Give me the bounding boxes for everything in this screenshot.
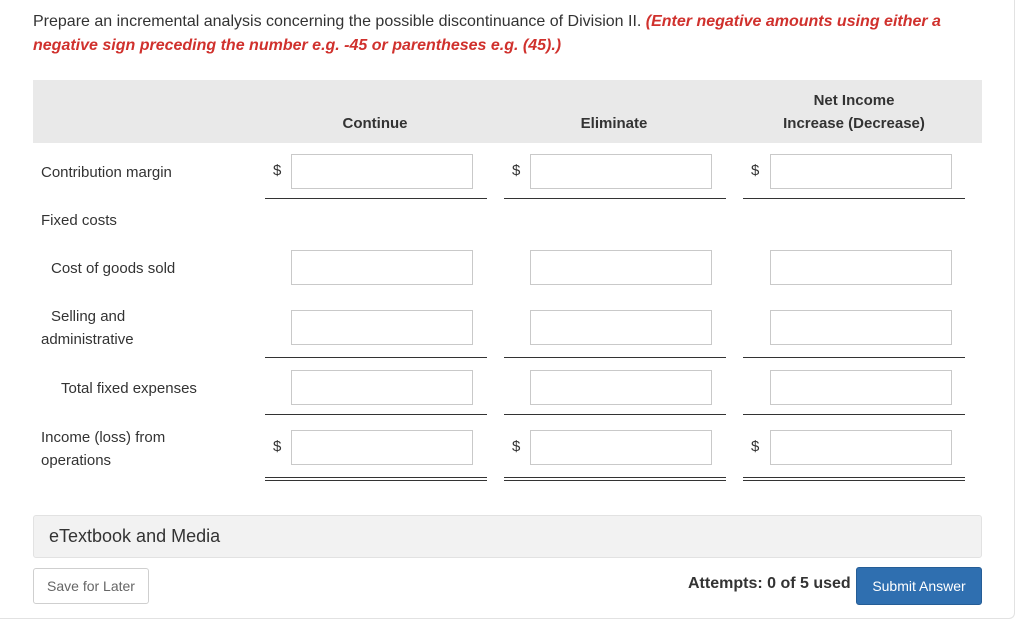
instructions-note: (Enter negative amounts using either a negative sign preceding the number e.g. -45 or parentheses e.g. (45).) <box>33 13 941 54</box>
input-cogs-eliminate[interactable] <box>530 250 712 285</box>
input-sa-eliminate[interactable] <box>530 310 712 345</box>
dollar-sign: $ <box>273 162 282 179</box>
input-tfe-continue[interactable] <box>291 370 473 405</box>
input-tfe-eliminate[interactable] <box>530 370 712 405</box>
dollar-sign: $ <box>273 438 282 455</box>
dollar-sign: $ <box>751 162 760 179</box>
underline <box>265 198 487 199</box>
underline <box>743 357 965 358</box>
underline <box>504 198 726 199</box>
income-line2: operations <box>41 452 112 469</box>
dollar-sign: $ <box>751 438 760 455</box>
input-cm-net[interactable] <box>770 154 952 189</box>
row-label-total-fixed-expenses: Total fixed expenses <box>61 380 197 397</box>
row-label-fixed-costs: Fixed costs <box>41 212 117 229</box>
income-line1: Income (loss) from <box>41 429 166 446</box>
column-header-net-income <box>743 89 965 135</box>
instructions <box>33 10 983 57</box>
column-header-eliminate: Eliminate <box>580 115 648 132</box>
row-label-contribution-margin: Contribution margin <box>41 164 172 181</box>
input-cogs-net[interactable] <box>770 250 952 285</box>
input-cm-continue[interactable] <box>291 154 473 189</box>
etextbook-media-panel[interactable] <box>33 515 982 558</box>
underline <box>265 414 487 415</box>
input-sa-net[interactable] <box>770 310 952 345</box>
input-income-eliminate[interactable] <box>530 430 712 465</box>
input-cm-eliminate[interactable] <box>530 154 712 189</box>
row-label-cost-of-goods-sold: Cost of goods sold <box>51 260 176 277</box>
etextbook-media-label: eTextbook and Media <box>49 526 221 546</box>
underline <box>504 357 726 358</box>
underline <box>743 198 965 199</box>
double-underline <box>265 477 487 481</box>
input-income-continue[interactable] <box>291 430 473 465</box>
input-sa-continue[interactable] <box>291 310 473 345</box>
input-tfe-net[interactable] <box>770 370 952 405</box>
input-income-net[interactable] <box>770 430 952 465</box>
dollar-sign: $ <box>512 162 521 179</box>
attempts-counter: Attempts: 0 of 5 used <box>688 575 851 592</box>
net-income-line2: Increase (Decrease) <box>783 115 925 132</box>
save-for-later-button[interactable]: Save for Later <box>33 568 149 604</box>
row-label-income-from-operations <box>41 426 165 472</box>
underline <box>504 414 726 415</box>
instructions-text: Prepare an incremental analysis concerning the possible discontinuance of Division II. <box>33 13 646 30</box>
dollar-sign: $ <box>512 438 521 455</box>
double-underline <box>743 477 965 481</box>
row-label-selling-admin <box>41 305 134 351</box>
column-header-continue: Continue <box>342 115 408 132</box>
input-cogs-continue[interactable] <box>291 250 473 285</box>
selling-line2: administrative <box>41 331 134 348</box>
selling-line1: Selling and <box>51 308 126 325</box>
submit-answer-button[interactable]: Submit Answer <box>856 567 982 605</box>
underline <box>265 357 487 358</box>
double-underline <box>504 477 726 481</box>
net-income-line1: Net Income <box>813 92 895 109</box>
underline <box>743 414 965 415</box>
